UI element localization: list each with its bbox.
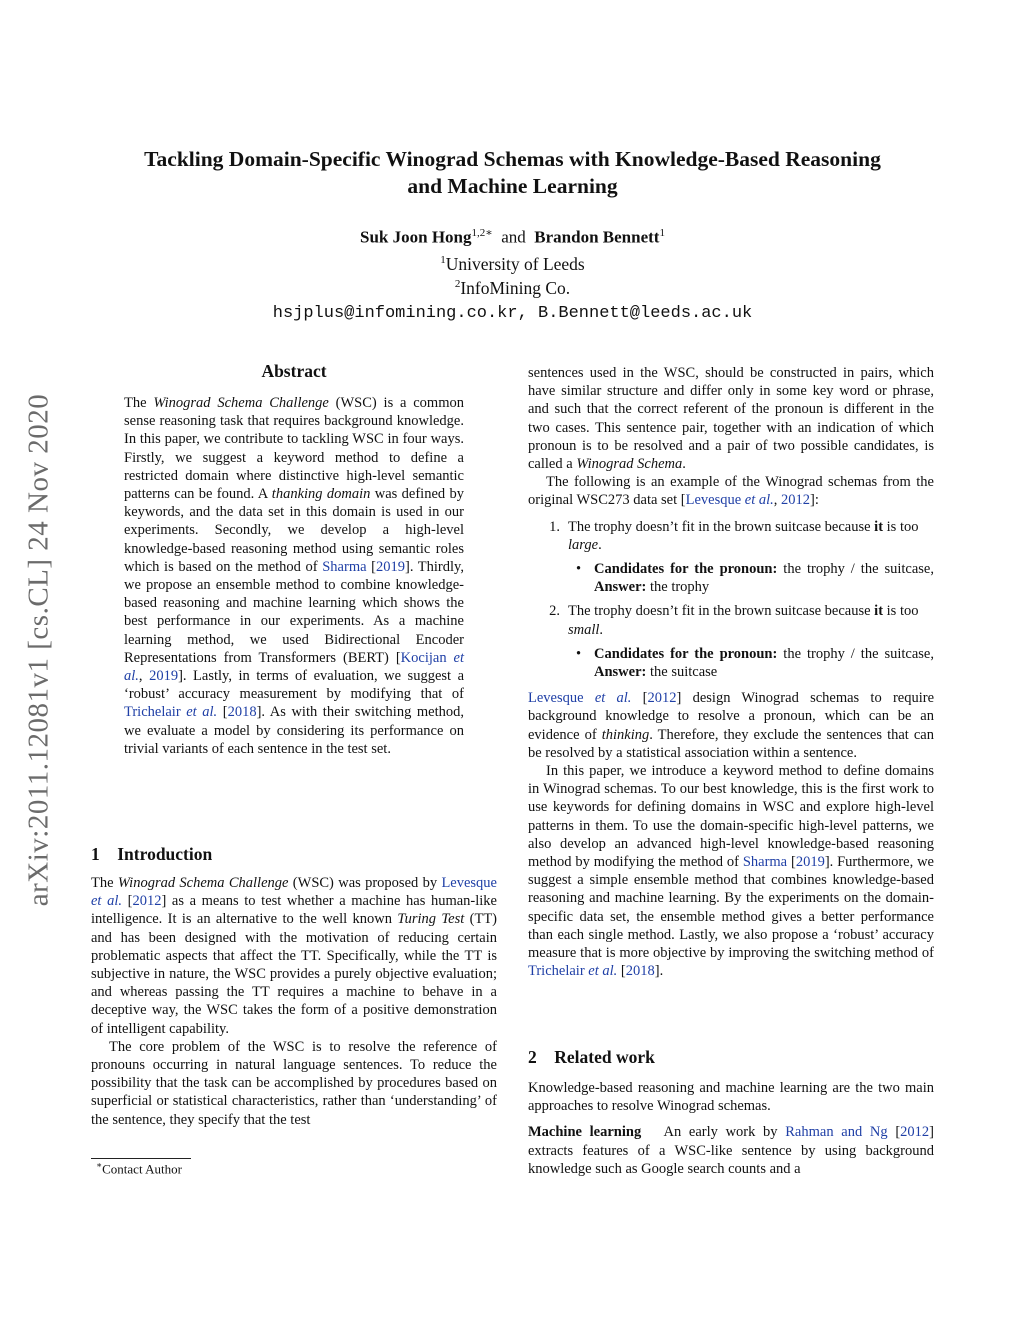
text: ]. As with their switching method, we evaluate a model by considering its performance on trivial variants of each sentence in the test set. [124, 704, 464, 757]
right-column [528, 364, 934, 981]
citation-year-link[interactable]: 2012 [781, 492, 811, 509]
citation-link[interactable]: Trichelair [528, 963, 589, 980]
text-italic: small [568, 621, 600, 638]
text: [ [217, 704, 228, 721]
text-italic: thanking domain [271, 486, 371, 503]
author-and: and [501, 227, 526, 247]
citation-year-link[interactable]: 2012 [900, 1124, 930, 1141]
section-2-number: 2 [528, 1047, 537, 1067]
citation-link[interactable]: Trichelair [124, 704, 187, 721]
citation-link[interactable]: Sharma [322, 558, 367, 575]
arxiv-sidebar [14, 350, 64, 950]
text-bold: it [874, 518, 884, 535]
citation-link[interactable]: Kocijan [400, 649, 454, 666]
right-paragraph-4 [528, 762, 934, 980]
text: is too [883, 603, 919, 620]
author-1: Suk Joon Hong [360, 227, 472, 247]
citation-link[interactable]: et al. [91, 893, 122, 910]
arxiv-id: arXiv:2011.12081v1 [cs.CL] 24 Nov 2020 [22, 393, 55, 907]
citation-link[interactable]: Rahman and Ng [785, 1124, 888, 1141]
text-bold: it [874, 603, 884, 620]
text: The following is an example of the Winograd schemas from the original WSC273 data set [ [528, 474, 934, 509]
bullet-icon: • [576, 561, 582, 578]
text: ]: [810, 492, 819, 509]
section-1-heading [91, 844, 212, 865]
section-1-number: 1 [91, 844, 100, 864]
example-1-number: 1. [549, 518, 560, 535]
text: ]. [654, 963, 664, 980]
author-2: Brandon Bennett [534, 227, 660, 247]
text: The trophy doesn’t fit in the brown suitcase because [568, 518, 875, 535]
affiliation-2 [90, 278, 935, 299]
text: , [773, 492, 782, 509]
text: the suitcase [646, 664, 718, 681]
text: The trophy doesn’t fit in the brown suitcase because [568, 603, 875, 620]
title-line-1: Tackling Domain-Specific Winograd Schemas with Knowledge-Based Reasoning [144, 147, 881, 171]
example-2-text [568, 602, 934, 638]
paper-title [90, 146, 935, 200]
right-paragraph-1 [528, 364, 934, 473]
text: sentences used in the WSC, should be constructed in pairs, which have similar structure and differ only in some key word or phrase, and such that the correct referent of the pronoun is different in the two cases. This sentence pair, together with an indication of which pronoun is to be resolved and a pair of two possible candidates, is called a [528, 365, 934, 473]
text: (WSC) was proposed by [288, 875, 442, 891]
text: [ [631, 690, 648, 707]
section-2-heading [528, 1047, 655, 1068]
text-italic: Winograd Schema Challenge [153, 395, 329, 411]
abstract-paragraph [124, 394, 464, 758]
text: ] extracts features of a WSC-like sentence by using background knowledge such as Google search counts and a [528, 1124, 935, 1177]
text-italic: thinking [601, 726, 650, 743]
citation-year-link[interactable]: 2019 [149, 668, 179, 685]
text: . [598, 536, 602, 553]
citation-link[interactable]: Levesque [441, 875, 497, 891]
affiliation-2-text: InfoMining Co. [460, 278, 571, 298]
footnote [96, 1160, 182, 1177]
citation-year-link[interactable]: 2012 [132, 893, 162, 910]
text: the trophy / the suitcase, [777, 561, 934, 578]
text-italic: Winograd Schema [576, 456, 683, 473]
text: (WSC) is a common sense reasoning task that requires background knowledge. In this paper, we contribute to tackling WSC in four ways. Firstly, we suggest a keyword method to define a restricted domain where distinctive high-level semantic patterns can be found. A [124, 395, 464, 503]
text: [ [366, 558, 376, 575]
author-2-sup: 1 [659, 227, 665, 239]
footnote-rule [91, 1158, 191, 1159]
abstract-heading: Abstract [261, 361, 327, 381]
text: ]. Furthermore, we suggest a simple ensemble method that combines knowledge-based reasoning and machine learning. By the experiments on the domain-specific data set, the ensemble method gives a better performance than each single method. Lastly, we also propose a ‘robust’ accuracy measure that is more objective by improving the switching method of [528, 854, 934, 962]
text: ]. Thirdly, we propose an ensemble method to combine knowledge-based reasoning and machine learning which shows the best performance in our experiments. As a machine learning method, we used Bidirectional Encoder Representations from Transformers (BERT) [ [124, 558, 464, 666]
text: ] design Winograd schemas to require background knowledge to resolve a pronoun, which can be an evidence of [528, 690, 935, 743]
example-1-candidates-text [594, 560, 934, 596]
citation-year-link[interactable]: 2018 [625, 963, 655, 980]
text: [ [121, 893, 133, 910]
text: is too [883, 518, 919, 535]
text: An early work by [641, 1124, 786, 1141]
intro-paragraph-1 [91, 874, 497, 1038]
text: ] as a means to test whether a machine has human-like intelligence. It is an alternative to the well known [91, 893, 497, 928]
example-2 [528, 602, 934, 638]
title-line-2: and Machine Learning [407, 174, 618, 198]
author-line [90, 226, 935, 248]
affiliation-1-sup: 1 [440, 254, 446, 267]
citation-link[interactable]: Sharma [742, 854, 788, 871]
intro-paragraph-2: The core problem of the WSC is to resolve the reference of pronouns occurring in natural language sentences. To reduce the possibility that the task can be accomplished by procedures based on superficial or statistical characteristics, rather than ‘understanding’ of the sentence, they specify that the test [91, 1038, 497, 1128]
footnote-text: Contact Author [102, 1161, 182, 1177]
bullet-icon: • [576, 645, 582, 662]
citation-year-link[interactable]: 2018 [227, 704, 257, 721]
section-2-title: Related work [554, 1047, 655, 1067]
example-2-candidates [576, 645, 934, 681]
text: The [91, 875, 118, 891]
citation-year-link[interactable]: 2019 [795, 854, 825, 871]
text-italic: Winograd Schema Challenge [117, 875, 289, 891]
text-bold: Candidates for the pronoun: [594, 645, 778, 662]
text: [ [617, 963, 626, 980]
text-bold: Candidates for the pronoun: [594, 561, 778, 578]
text: [ [787, 854, 796, 871]
text-italic: Turing Test [397, 911, 465, 928]
citation-link[interactable]: et al. [588, 963, 618, 980]
text: [ [887, 1124, 901, 1141]
affiliation-1 [90, 254, 935, 275]
right-paragraph-2 [528, 473, 934, 509]
text: the trophy [646, 579, 710, 596]
related-paragraph-2 [528, 1123, 934, 1178]
example-1-candidates [576, 560, 934, 596]
text-bold: Answer: [594, 664, 647, 681]
text: (TT) and has been designed with the motivation of reducing certain problematic aspects that affect the TT. Specifically, while the TT is subjective in nature, the WSC provides a purely objective evaluation; and whereas passing the TT requires a machine to behave in a deceptive way, the WSC takes the form of a positive demonstration of intelligent capability. [91, 911, 498, 1037]
example-2-candidates-text [594, 645, 934, 681]
text: . [682, 456, 686, 473]
text-italic: large [568, 536, 599, 553]
citation-link[interactable]: Levesque [685, 492, 745, 509]
author-1-sup: 1,2∗ [471, 227, 493, 239]
citation-link[interactable]: et al. [744, 492, 774, 509]
text: ]. Lastly, in terms of evaluation, we suggest a ‘robust’ accuracy measurement by modifying that of [124, 668, 465, 703]
footnote-marker: ∗ [96, 1160, 103, 1170]
example-1-text [568, 518, 934, 554]
citation-year-link[interactable]: 2012 [647, 690, 677, 707]
affiliation-1-text: University of Leeds [445, 254, 585, 274]
text: In this paper, we introduce a keyword method to define domains in Winograd schemas. To our best knowledge, this is the first work to use keywords for defining domains in WSC and explore high-level patterns in them. To use the domain-specific high-level patterns, we also develop an advanced high-level knowledge-based reasoning method by modifying the method of [528, 763, 934, 871]
text-bold: Answer: [594, 579, 647, 596]
author-emails: hsjplus@infomining.co.kr, B.Bennett@leeds.ac.uk [272, 304, 753, 323]
right-paragraph-3 [528, 689, 934, 762]
text: , [138, 668, 150, 685]
text: . Therefore, they exclude the sentences that can be resolved by a statistical association within a sentence. [528, 726, 934, 761]
text: The [124, 395, 154, 411]
citation-year-link[interactable]: 2019 [375, 558, 405, 575]
text: was defined by keywords, and the data set in this domain is used in our experiments. Secondly, we develop a high-level knowledge-based reasoning method using semantic roles which is based on the method of [124, 486, 464, 575]
citation-link[interactable]: Levesque [528, 690, 595, 707]
section-1-title: Introduction [117, 844, 213, 864]
example-2-number: 2. [549, 603, 560, 620]
text: . [599, 621, 604, 638]
paragraph-label: Machine learning [528, 1124, 642, 1141]
citation-link[interactable]: et al. [594, 690, 632, 707]
citation-link[interactable]: et al. [124, 649, 465, 685]
citation-link[interactable]: et al. [186, 704, 218, 721]
related-paragraph-1: Knowledge-based reasoning and machine learning are the two main approaches to resolve Winograd schemas. [528, 1080, 934, 1115]
affiliation-2-sup: 2 [454, 278, 461, 291]
abstract-body [124, 394, 464, 758]
related-work-body [528, 1079, 934, 1178]
example-1 [528, 518, 934, 554]
introduction-body [91, 874, 497, 1129]
text: the trophy / the suitcase, [777, 645, 934, 662]
